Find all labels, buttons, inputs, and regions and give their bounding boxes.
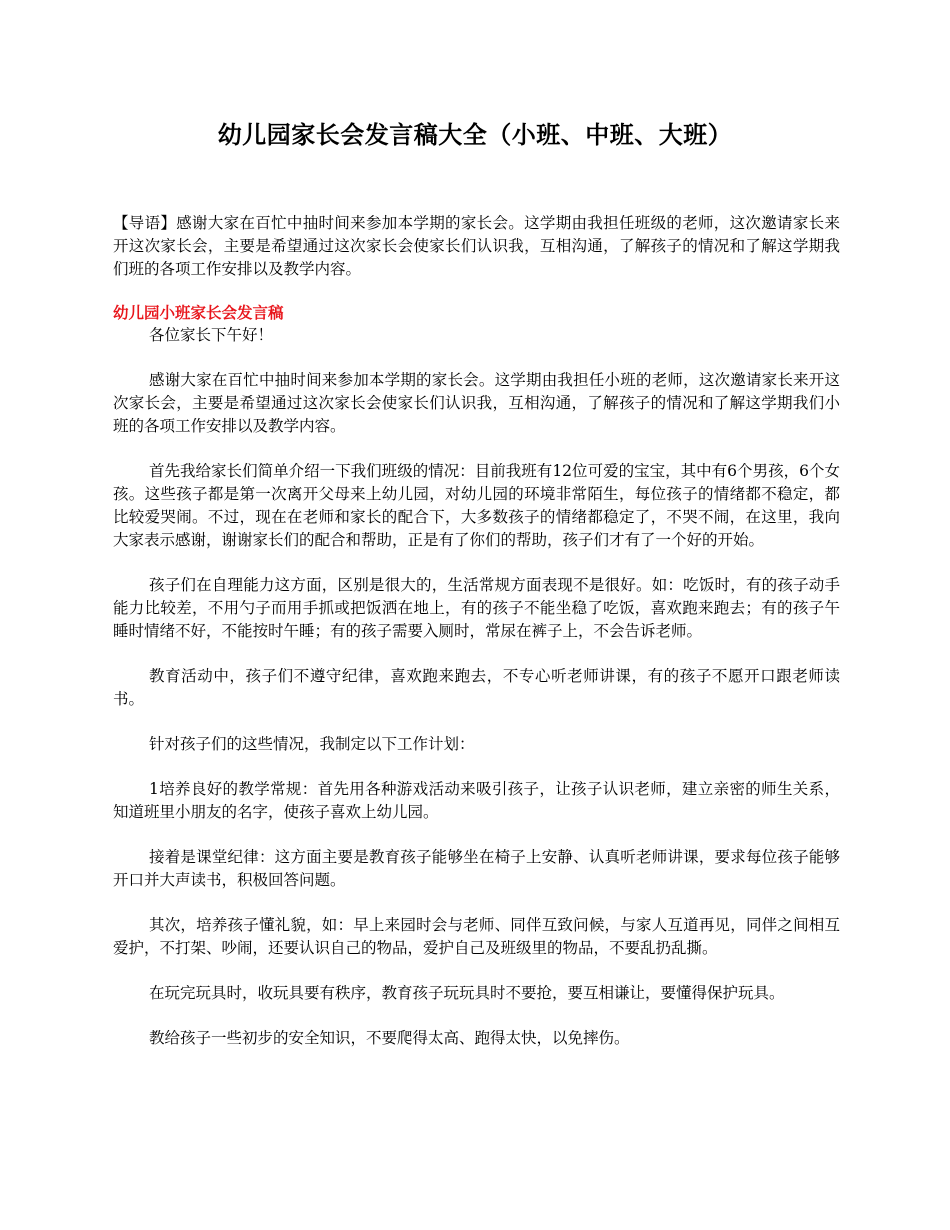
body-paragraph: 感谢大家在百忙中抽时间来参加本学期的家长会。这学期由我担任小班的老师，这次邀请家长来开这次家长会，主要是希望通过这次家长会使家长们认识我，互相沟通，了解孩子的情况和了解这学期我们小班的各项工作安排以及教学内容。 (113, 371, 840, 435)
body-paragraph: 接着是课堂纪律：这方面主要是教育孩子能够坐在椅子上安静、认真听老师讲课，要求每位孩子能够开口并大声读书，积极回答问题。 (113, 848, 840, 889)
greeting-line: 各位家长下午好！ (149, 326, 274, 344)
body-paragraph: 针对孩子们的这些情况，我制定以下工作计划： (149, 735, 475, 753)
document-body (113, 212, 840, 1072)
intro-paragraph: 【导语】感谢大家在百忙中抽时间来参加本学期的家长会。这学期由我担任班级的老师，这次邀请家长来开这次家长会，主要是希望通过这次家长会使家长们认识我，互相沟通，了解孩子的情况和了解这学期我们班的各项工作安排以及教学内容。 (113, 214, 840, 278)
body-paragraph: 在玩完玩具时，收玩具要有秩序，教育孩子玩玩具时不要抢，要互相谦让，要懂得保护玩具。 (149, 984, 785, 1002)
document-title: 幼儿园家长会发言稿大全（小班、中班、大班） (217, 120, 733, 149)
body-paragraph: 首先我给家长们简单介绍一下我们班级的情况：目前我班有12位可爱的宝宝，其中有6个男孩，6个女孩。这些孩子都是第一次离开父母来上幼儿园，对幼儿园的环境非常陌生，每位孩子的情绪都不稳定，都比较爱哭闹。不过，现在在老师和家长的配合下，大多数孩子的情绪都稳定了，不哭不闹，在这里，我向大家表示感谢，谢谢家长们的配合和帮助，正是有了你们的帮助，孩子们才有了一个好的开始。 (113, 462, 840, 549)
section-heading: 幼儿园小班家长会发言稿 (113, 303, 284, 322)
body-paragraph: 孩子们在自理能力这方面，区别是很大的，生活常规方面表现不是很好。如：吃饭时，有的孩子动手能力比较差，不用勺子而用手抓或把饭洒在地上，有的孩子不能坐稳了吃饭，喜欢跑来跑去；有的孩子午睡时情绪不好，不能按时午睡；有的孩子需要入厕时，常尿在裤子上，不会告诉老师。 (113, 576, 840, 640)
body-paragraph: 其次，培养孩子懂礼貌，如：早上来园时会与老师、同伴互致问候，与家人互道再见，同伴之间相互爱护，不打架、吵闹，还要认识自己的物品，爱护自己及班级里的物品，不要乱扔乱撕。 (113, 916, 840, 957)
body-paragraph: 1培养良好的教学常规：首先用各种游戏活动来吸引孩子，让孩子认识老师，建立亲密的师生关系，知道班里小朋友的名字，使孩子喜欢上幼儿园。 (113, 780, 840, 821)
body-paragraph: 教给孩子一些初步的安全知识，不要爬得太高、跑得太快，以免摔伤。 (149, 1029, 630, 1047)
body-paragraph: 教育活动中，孩子们不遵守纪律，喜欢跑来跑去，不专心听老师讲课，有的孩子不愿开口跟老师读书。 (113, 667, 840, 708)
